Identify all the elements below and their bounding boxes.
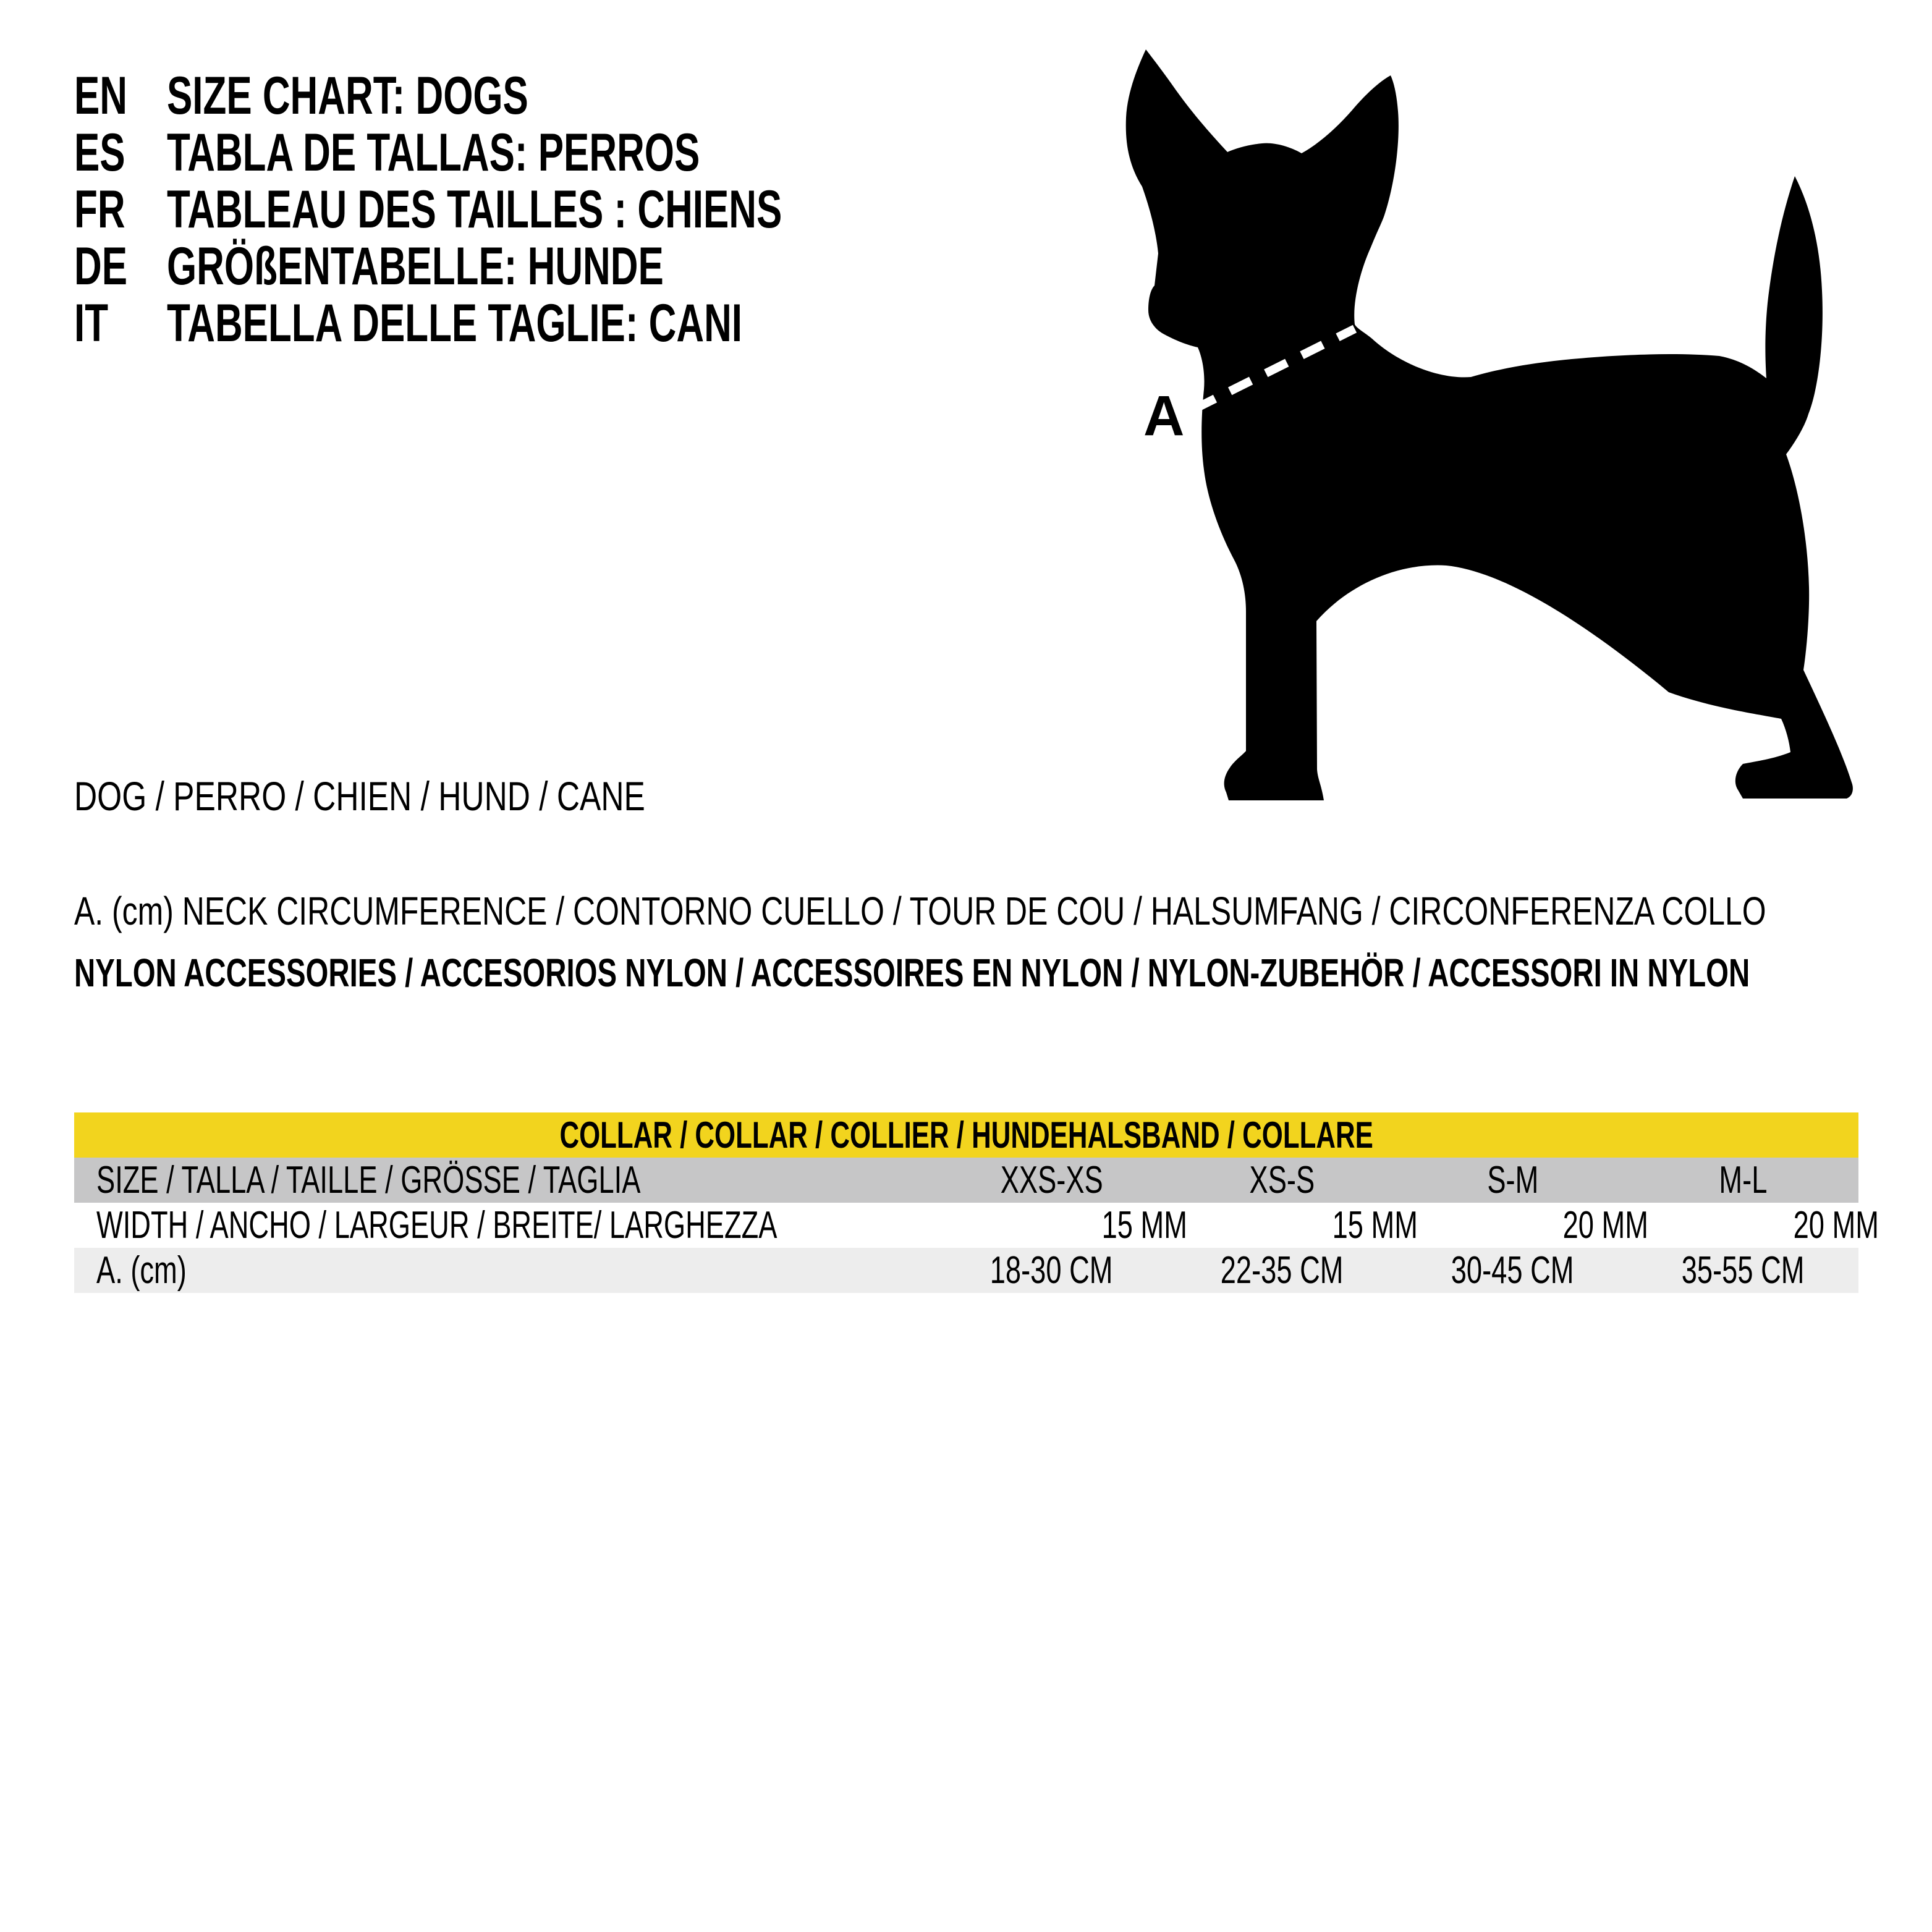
language-row <box>74 67 1021 124</box>
language-code: DE <box>74 236 128 296</box>
table-title: COLLAR / COLLAR / COLLIER / HUNDEHALSBAND / COLLARE <box>559 1114 1373 1156</box>
neck-value: 30-45 CM <box>1451 1249 1574 1292</box>
neck-value: 35-55 CM <box>1682 1249 1805 1292</box>
sheet-title: SIZE CHART: DOGS <box>167 66 528 125</box>
size-value: S-M <box>1487 1159 1538 1201</box>
neck-value: 22-35 CM <box>1221 1249 1344 1292</box>
language-code: ES <box>74 122 125 182</box>
language-code: EN <box>74 66 128 125</box>
dog-silhouette-icon <box>1125 43 1857 807</box>
width-value: 20 MM <box>1562 1204 1648 1247</box>
sheet-title: TABLEAU DES TAILLES : CHIENS <box>167 179 782 239</box>
measure-point-label: A <box>1143 384 1185 447</box>
language-code: FR <box>74 179 125 239</box>
neck-measure-note: A. (cm) NECK CIRCUMFERENCE / CONTORNO CUELLO / TOUR DE COU / HALSUMFANG / CIRCONFERENZA COLLO <box>74 889 1766 933</box>
row-header-size: SIZE / TALLA / TAILLE / GRÖSSE / TAGLIA <box>96 1159 641 1201</box>
language-title-list <box>74 67 1021 352</box>
size-value: XXS-XS <box>1000 1159 1103 1201</box>
row-header-neck: A. (cm) <box>96 1249 187 1292</box>
table-neck-row <box>74 1248 1858 1293</box>
width-value: 20 MM <box>1793 1204 1879 1247</box>
sheet-title: TABELLA DELLE TAGLIE: CANI <box>167 293 743 353</box>
dog-caption: DOG / PERRO / CHIEN / HUND / CANE <box>74 773 645 819</box>
sheet-title: TABLA DE TALLAS: PERROS <box>167 122 700 182</box>
language-code: IT <box>74 293 109 353</box>
table-width-row <box>74 1203 1879 1248</box>
row-header-width: WIDTH / ANCHO / LARGEUR / BREITE/ LARGHEZZA <box>96 1204 777 1247</box>
collar-size-table <box>74 1112 1879 1293</box>
width-value: 15 MM <box>1101 1204 1187 1247</box>
table-header-row <box>74 1112 1858 1158</box>
material-note: NYLON ACCESSORIES / ACCESORIOS NYLON / ACCESSOIRES EN NYLON / NYLON-ZUBEHÖR / ACCESSORI IN NYLON <box>74 951 1750 995</box>
size-value: M-L <box>1719 1159 1768 1201</box>
neck-value: 18-30 CM <box>990 1249 1113 1292</box>
language-row <box>74 181 1021 238</box>
width-value: 15 MM <box>1332 1204 1418 1247</box>
dog-body-shape <box>1126 49 1853 800</box>
language-row <box>74 295 1021 352</box>
table-size-row <box>74 1158 1858 1203</box>
size-value: XS-S <box>1249 1159 1315 1201</box>
language-row <box>74 124 1021 181</box>
language-row <box>74 238 1021 295</box>
sheet-title: GRÖßENTABELLE: HUNDE <box>167 236 664 296</box>
